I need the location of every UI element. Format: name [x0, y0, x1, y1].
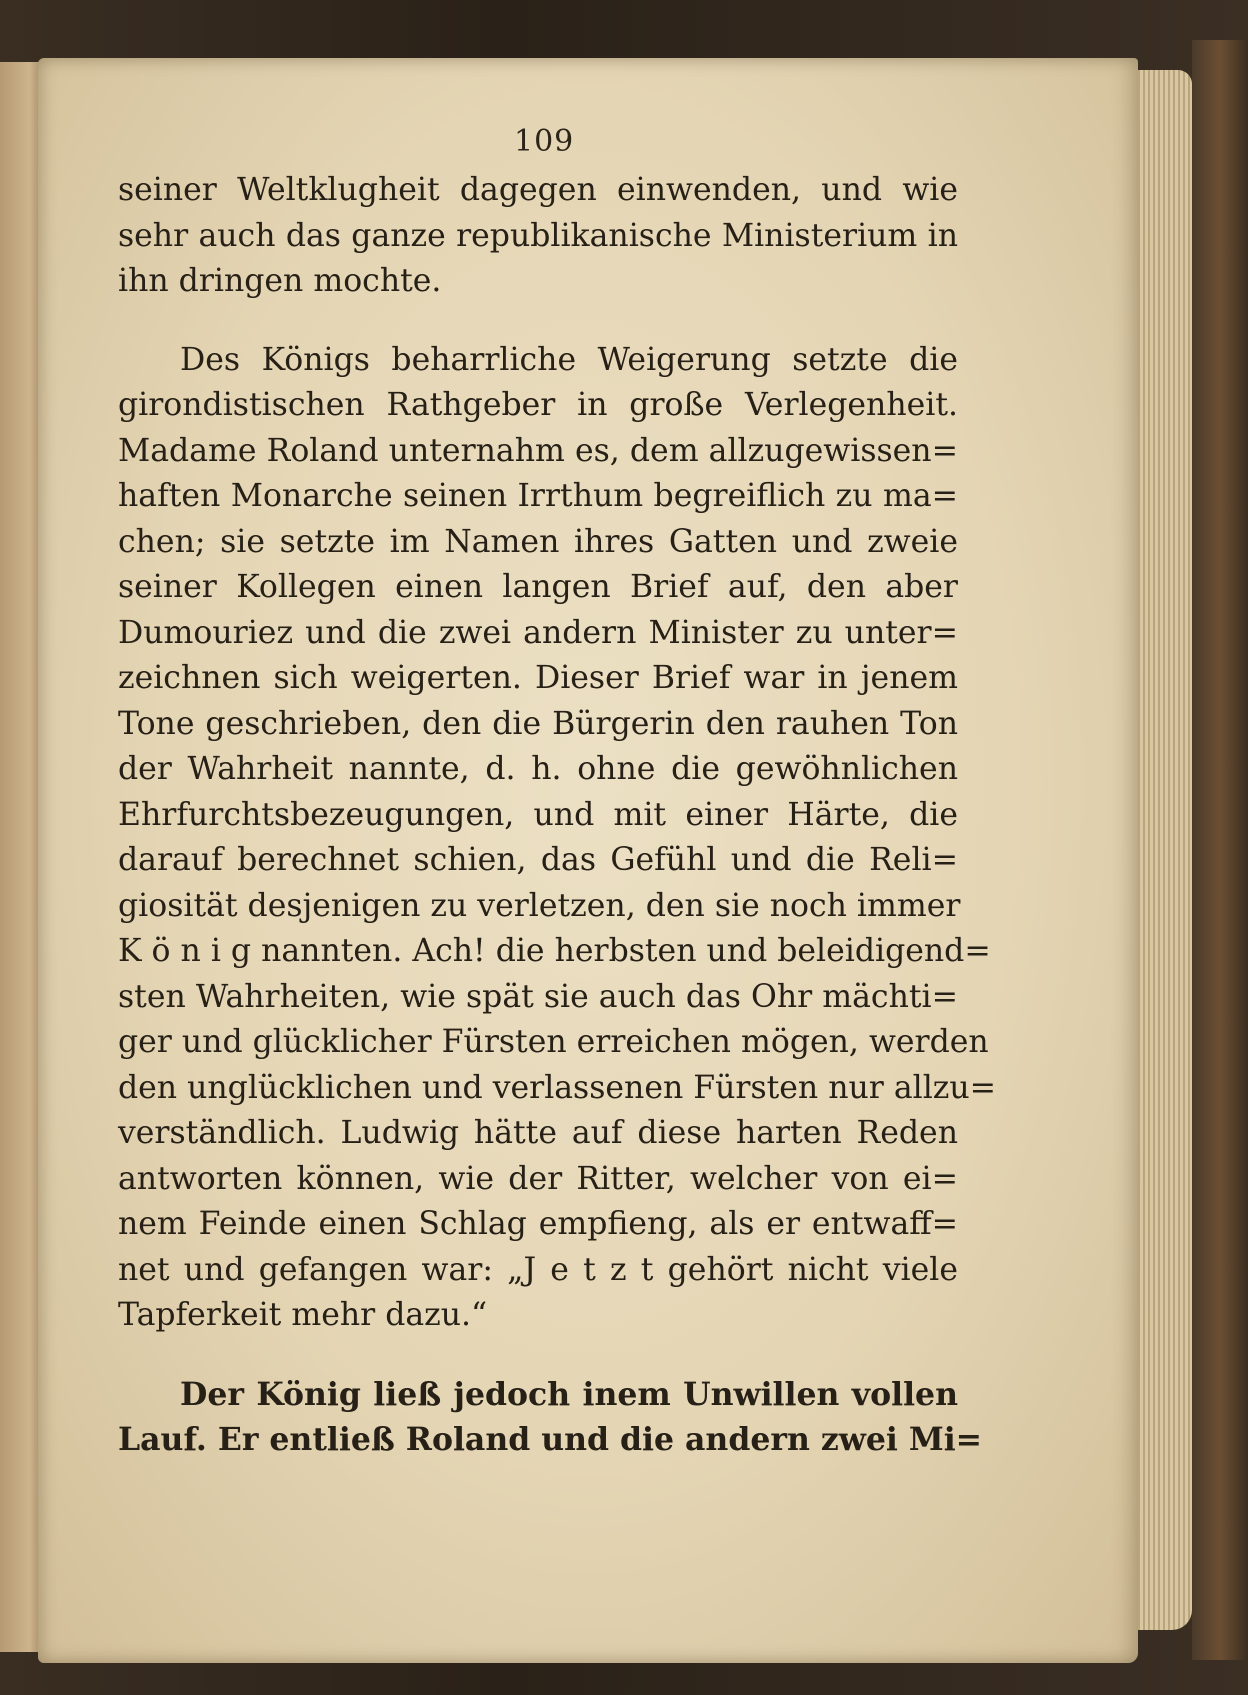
paragraph: [118, 168, 958, 305]
text-line: ger und glücklicher Fürsten erreichen mögen, werden: [118, 1024, 989, 1060]
text-line: sten Wahrheiten, wie spät sie auch das Ohr mächti=: [118, 978, 958, 1015]
text-line: girondistischen Rathgeber in große Verlegenheit.: [118, 387, 958, 423]
text-line: seiner Kollegen einen langen Brief auf, den aber: [118, 569, 958, 605]
text-line: Ehrfurchtsbezeugungen, und mit einer Härte, die: [118, 796, 958, 833]
paragraph: [118, 338, 997, 1339]
text-line: chen; sie setzte im Namen ihres Gatten und zweie: [118, 523, 958, 560]
page-stack-edges: [1130, 70, 1192, 1630]
text-line: antworten können, wie der Ritter, welcher von ei=: [118, 1160, 958, 1197]
text-line: nem Feinde einen Schlag empfieng, als er entwaff=: [118, 1206, 958, 1242]
text-line: K ö n i g nannten. Ach! die herbsten und beleidigend=: [118, 933, 991, 969]
paragraph: [118, 1372, 983, 1463]
text-line: Der König ließ jedoch inem Unwillen vollen: [180, 1375, 958, 1413]
text-line: Madame Roland unternahm es, dem allzugewissen=: [118, 432, 958, 469]
text-line: den unglücklichen und verlassenen Fürsten nur allzu=: [118, 1069, 997, 1106]
page-number: 109: [514, 124, 575, 159]
text-line: zeichnen sich weigerten. Dieser Brief war in jenem: [118, 660, 958, 696]
body-text: [118, 168, 997, 1463]
text-line: darauf berechnet schien, das Gefühl und die Reli=: [118, 842, 958, 878]
text-line: Dumouriez und die zwei andern Minister zu unter=: [118, 614, 958, 651]
text-line: Tone geschrieben, den die Bürgerin den rauhen Ton: [118, 705, 958, 742]
text-line: sehr auch das ganze republikanische Ministerium in: [118, 217, 958, 254]
book-binding-edge: [1192, 40, 1248, 1660]
text-line: Des Königs beharrliche Weigerung setzte die: [180, 341, 958, 378]
text-line: seiner Weltklugheit dagegen einwenden, und wie: [118, 172, 958, 208]
text-line: Tapferkeit mehr dazu.“: [118, 1297, 488, 1333]
text-line: ihn dringen mochte.: [118, 263, 442, 299]
text-line: Lauf. Er entließ Roland und die andern zwei Mi=: [118, 1421, 983, 1458]
text-line: haften Monarche seinen Irrthum begreiflich zu ma=: [118, 478, 958, 514]
text-line: giosität desjenigen zu verletzen, den sie noch immer: [118, 887, 961, 924]
text-line: der Wahrheit nannte, d. h. ohne die gewöhnlichen: [118, 751, 958, 787]
text-line: verständlich. Ludwig hätte auf diese harten Reden: [118, 1115, 958, 1151]
text-line: net und gefangen war: „J e t z t gehört nicht viele: [118, 1251, 958, 1288]
